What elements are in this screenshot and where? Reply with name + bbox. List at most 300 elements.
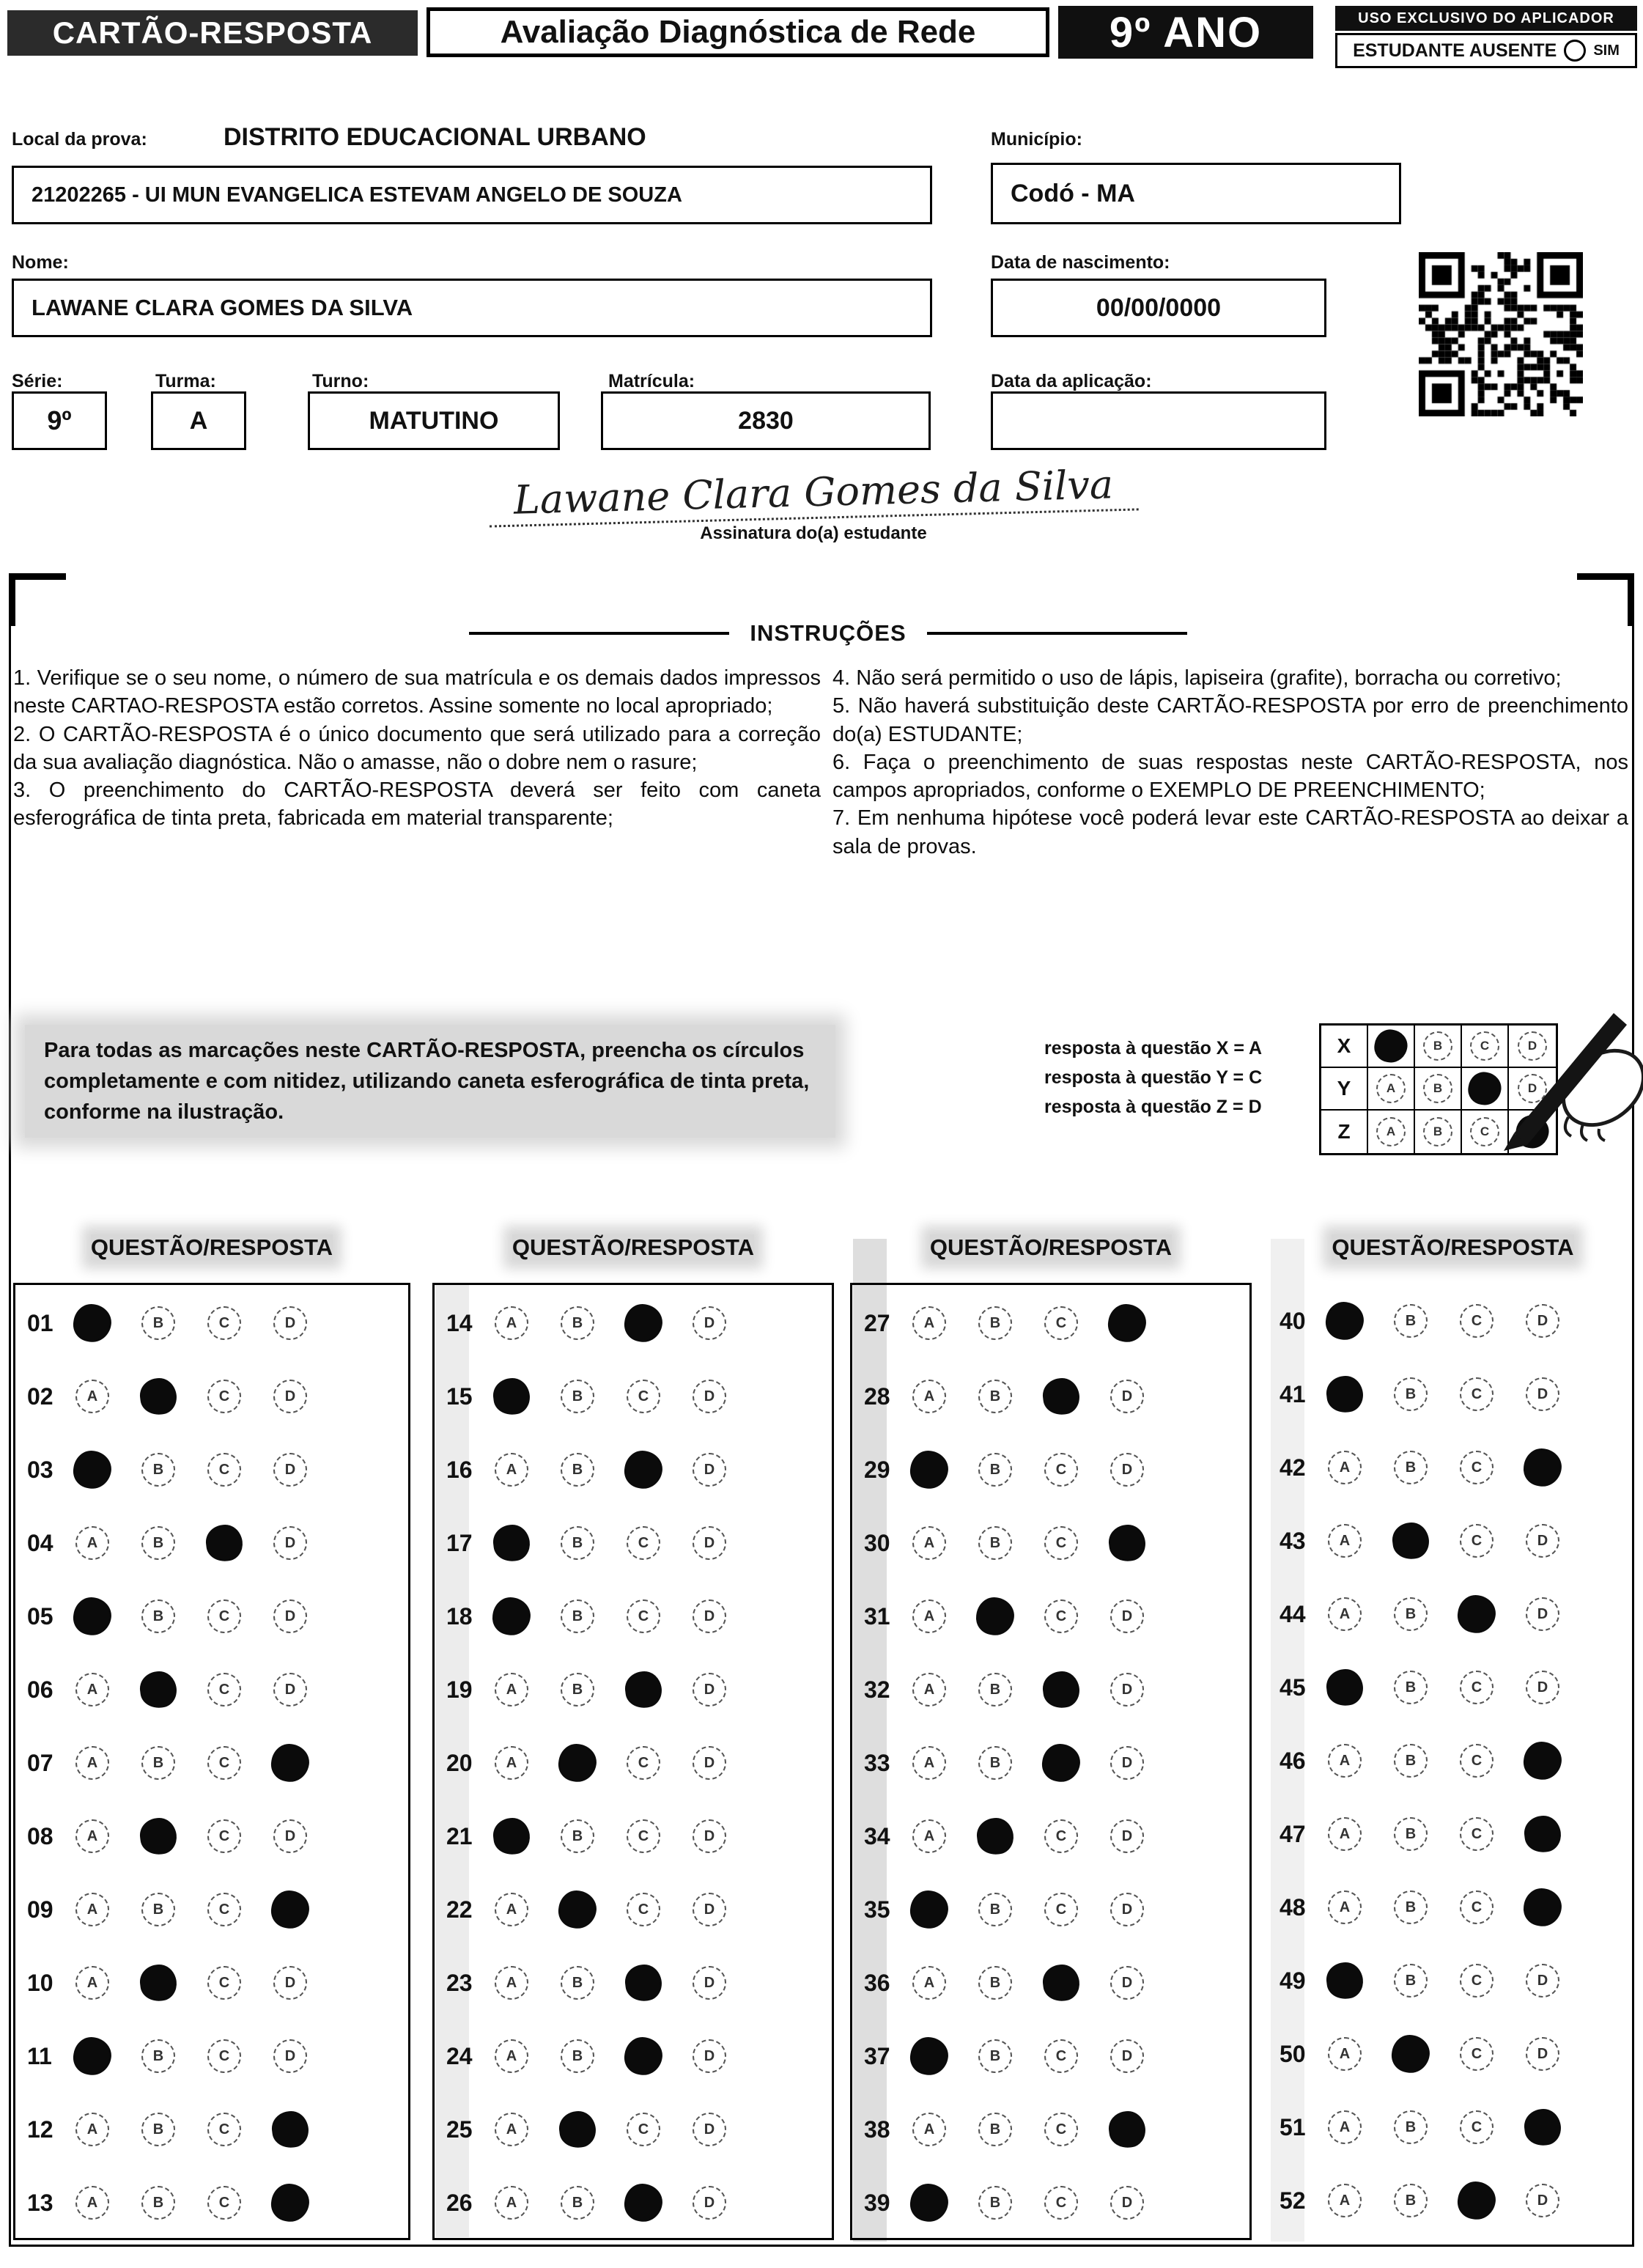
answer-bubble[interactable]: A bbox=[495, 1306, 528, 1340]
matricula-label: Matrícula: bbox=[608, 371, 695, 391]
question-number: 49 bbox=[1280, 1967, 1306, 1994]
question-row bbox=[435, 1946, 832, 2020]
answer-bubble[interactable]: A bbox=[912, 1599, 946, 1633]
answer-bubble-filled[interactable] bbox=[71, 1448, 114, 1491]
answer-bubble[interactable]: A bbox=[75, 1966, 109, 2000]
answer-bubble-filled[interactable] bbox=[1324, 1374, 1365, 1414]
corner-bracket-right bbox=[1577, 573, 1634, 580]
answer-bubble-filled[interactable] bbox=[622, 2035, 665, 2077]
answer-bubble[interactable]: B bbox=[561, 1673, 594, 1706]
answer-bubble[interactable]: B bbox=[141, 2186, 175, 2220]
municipio-label: Município: bbox=[991, 129, 1082, 150]
answer-bubble[interactable]: C bbox=[1044, 1599, 1078, 1633]
answer-bubble[interactable]: A bbox=[1328, 2037, 1362, 2071]
answer-bubble-filled[interactable] bbox=[908, 2182, 950, 2224]
answer-bubble-filled[interactable] bbox=[1040, 1742, 1082, 1784]
answer-bubble[interactable]: D bbox=[1110, 1746, 1144, 1780]
answer-bubble[interactable]: B bbox=[978, 2113, 1012, 2146]
answer-bubble-filled[interactable] bbox=[908, 1448, 950, 1491]
answer-bubble[interactable]: A bbox=[1328, 2184, 1362, 2217]
answer-bubble-filled[interactable] bbox=[1455, 2179, 1498, 2222]
instructions-right bbox=[832, 664, 1628, 861]
answer-bubble-filled[interactable] bbox=[1323, 1300, 1366, 1342]
answer-bubble[interactable]: B bbox=[1394, 1671, 1428, 1704]
answer-bubble[interactable]: A bbox=[75, 1746, 109, 1780]
question-number: 22 bbox=[446, 1896, 473, 1923]
question-number: 46 bbox=[1280, 1747, 1306, 1774]
answer-bubble[interactable]: D bbox=[693, 1526, 726, 1560]
question-number: 37 bbox=[864, 2042, 890, 2069]
answer-bubble-filled[interactable] bbox=[71, 1302, 114, 1344]
answer-bubble[interactable]: C bbox=[207, 1380, 241, 1413]
answer-bubble[interactable]: A bbox=[75, 1819, 109, 1853]
answer-bubble-filled[interactable] bbox=[1041, 1962, 1081, 2003]
answer-bubble-filled[interactable] bbox=[138, 1816, 178, 1856]
answer-bubble[interactable]: A bbox=[495, 1453, 528, 1487]
answer-bubble[interactable]: B bbox=[141, 2039, 175, 2073]
applicator-panel bbox=[1335, 6, 1637, 68]
answer-bubble[interactable]: A bbox=[912, 1819, 946, 1853]
answer-bubble[interactable]: B bbox=[561, 2039, 594, 2073]
example-bubble: A bbox=[1376, 1074, 1406, 1103]
answer-bubble[interactable]: A bbox=[912, 1966, 946, 2000]
question-number: 41 bbox=[1280, 1380, 1306, 1407]
answer-bubble[interactable]: A bbox=[912, 1380, 946, 1413]
answer-bubble[interactable]: D bbox=[693, 1453, 726, 1487]
answer-bubble[interactable]: C bbox=[1044, 1819, 1078, 1853]
school-field bbox=[12, 166, 932, 224]
answer-bubble[interactable]: C bbox=[627, 1746, 660, 1780]
answer-bubble[interactable]: D bbox=[1110, 1453, 1144, 1487]
answer-bubble-filled[interactable] bbox=[269, 1888, 311, 1931]
question-row bbox=[852, 2093, 1249, 2166]
answer-bubble[interactable]: D bbox=[1110, 1819, 1144, 1853]
answer-bubble[interactable]: D bbox=[693, 2113, 726, 2146]
answer-bubble[interactable]: D bbox=[693, 1819, 726, 1853]
answer-bubble[interactable]: C bbox=[207, 1306, 241, 1340]
question-row bbox=[1268, 1651, 1638, 1724]
question-row bbox=[852, 1286, 1249, 1360]
answer-bubble[interactable]: C bbox=[1044, 1526, 1078, 1560]
question-number: 51 bbox=[1280, 2113, 1306, 2140]
answer-bubble[interactable]: D bbox=[1526, 2184, 1559, 2217]
answer-bubble[interactable]: B bbox=[561, 1966, 594, 2000]
answer-bubble[interactable]: A bbox=[495, 1673, 528, 1706]
handwritten-signature: Lawane Clara Gomes da Silva bbox=[488, 460, 1139, 527]
answer-bubble[interactable]: A bbox=[75, 1526, 109, 1560]
question-number: 12 bbox=[27, 2116, 53, 2143]
answer-bubble[interactable]: C bbox=[207, 2113, 241, 2146]
example-bubble: C bbox=[1470, 1117, 1499, 1146]
answer-bubble[interactable]: D bbox=[1110, 1893, 1144, 1926]
answer-bubble[interactable]: A bbox=[495, 1746, 528, 1780]
answer-bubble[interactable]: C bbox=[207, 1819, 241, 1853]
answer-bubble[interactable]: B bbox=[978, 1673, 1012, 1706]
answer-bubble[interactable]: A bbox=[75, 2113, 109, 2146]
question-row bbox=[435, 2166, 832, 2239]
answer-bubble[interactable]: A bbox=[495, 2186, 528, 2220]
municipio-field bbox=[991, 163, 1401, 224]
question-row bbox=[435, 2020, 832, 2093]
answer-bubble-filled[interactable] bbox=[269, 1742, 311, 1784]
answer-bubble[interactable]: B bbox=[141, 1306, 175, 1340]
answer-bubble[interactable]: C bbox=[1460, 1671, 1494, 1704]
answer-bubble-filled[interactable] bbox=[623, 1962, 663, 2003]
answer-bubble[interactable]: D bbox=[273, 1380, 307, 1413]
grade-badge: 9º ANO bbox=[1058, 6, 1313, 59]
instruction-item: 1. Verifique se o seu nome, o número de sua matrícula e os demais dados impressos neste CARTAO-RESPOSTA estão corretos. Assine somente no local apropriado; bbox=[13, 666, 821, 718]
answer-bubble-filled[interactable] bbox=[622, 1302, 665, 1344]
question-row bbox=[15, 1433, 408, 1506]
answer-bubble[interactable]: D bbox=[1110, 2186, 1144, 2220]
answer-bubble[interactable]: B bbox=[561, 1306, 594, 1340]
answer-bubble-filled[interactable] bbox=[908, 1888, 950, 1931]
answer-bubble[interactable]: C bbox=[1044, 1893, 1078, 1926]
question-number: 44 bbox=[1280, 1600, 1306, 1627]
question-row bbox=[1268, 1577, 1638, 1651]
answer-bubble[interactable]: D bbox=[693, 2186, 726, 2220]
question-row bbox=[15, 1580, 408, 1653]
question-number: 15 bbox=[446, 1382, 473, 1410]
example-cell bbox=[1415, 1068, 1462, 1111]
answer-bubble[interactable]: A bbox=[495, 2039, 528, 2073]
answer-bubble[interactable]: A bbox=[495, 1966, 528, 2000]
question-number: 26 bbox=[446, 2189, 473, 2216]
answer-bubble[interactable]: D bbox=[273, 1306, 307, 1340]
signature-block bbox=[410, 461, 1216, 544]
answer-bubble[interactable]: B bbox=[1394, 1597, 1428, 1631]
answer-bubble[interactable]: C bbox=[207, 1893, 241, 1926]
answer-bubble-filled[interactable] bbox=[138, 1376, 178, 1416]
question-row bbox=[1268, 1944, 1638, 2017]
answer-bubble[interactable]: B bbox=[1394, 1817, 1428, 1851]
answer-bubble[interactable]: B bbox=[561, 1380, 594, 1413]
answer-bubble[interactable]: B bbox=[561, 1599, 594, 1633]
question-number: 24 bbox=[446, 2042, 473, 2069]
answer-bubble[interactable]: D bbox=[693, 1893, 726, 1926]
answer-bubble[interactable]: D bbox=[693, 2039, 726, 2073]
answer-bubble[interactable]: B bbox=[978, 1306, 1012, 1340]
answer-bubble[interactable]: A bbox=[495, 2113, 528, 2146]
question-number: 19 bbox=[446, 1676, 473, 1703]
instructions-title: INSTRUÇÕES bbox=[750, 620, 907, 646]
answer-bubble[interactable]: D bbox=[1526, 1524, 1559, 1558]
answer-bubble[interactable]: C bbox=[627, 1893, 660, 1926]
question-number: 48 bbox=[1280, 1893, 1306, 1921]
answer-bubble-filled[interactable] bbox=[1106, 1302, 1148, 1344]
answer-bubble-filled[interactable] bbox=[623, 1669, 663, 1709]
answer-bubble[interactable]: D bbox=[273, 1819, 307, 1853]
answer-bubble-filled[interactable] bbox=[1521, 1739, 1564, 1782]
answer-bubble[interactable]: B bbox=[978, 1893, 1012, 1926]
answer-bubble-filled[interactable] bbox=[1107, 2109, 1147, 2149]
answer-bubble[interactable]: A bbox=[75, 2186, 109, 2220]
instruction-item: 3. O preenchimento do CARTÃO-RESPOSTA deverá ser feito com caneta esferográfica de tinta preta, fabricada em material transparente; bbox=[13, 778, 821, 831]
answer-bubble[interactable]: B bbox=[978, 2186, 1012, 2220]
answer-bubble[interactable]: B bbox=[1394, 1744, 1428, 1778]
answer-bubble-filled[interactable] bbox=[491, 1816, 531, 1856]
answer-bubble[interactable]: C bbox=[1460, 1817, 1494, 1851]
answer-bubble[interactable]: C bbox=[1460, 1744, 1494, 1778]
answer-bubble[interactable]: A bbox=[75, 1380, 109, 1413]
answer-bubble[interactable]: B bbox=[1394, 1451, 1428, 1484]
turma-label: Turma: bbox=[155, 371, 216, 391]
answer-bubble-filled[interactable] bbox=[908, 2035, 950, 2077]
answer-bubble-filled[interactable] bbox=[1041, 1376, 1081, 1416]
answer-bubble[interactable]: C bbox=[207, 1673, 241, 1706]
answer-bubble-filled[interactable] bbox=[490, 1595, 533, 1638]
answer-bubble[interactable]: C bbox=[1044, 1306, 1078, 1340]
answer-bubble[interactable]: C bbox=[1460, 1304, 1494, 1338]
answer-bubble[interactable]: C bbox=[207, 1453, 241, 1487]
nascimento-label: Data de nascimento: bbox=[991, 252, 1170, 273]
nome-label: Nome: bbox=[12, 252, 69, 273]
answer-bubble[interactable]: B bbox=[141, 1599, 175, 1633]
answer-bubble[interactable]: B bbox=[978, 1380, 1012, 1413]
answer-bubble[interactable]: B bbox=[978, 1526, 1012, 1560]
answer-bubble[interactable]: D bbox=[273, 1526, 307, 1560]
question-row bbox=[1268, 1358, 1638, 1431]
answer-bubble[interactable]: C bbox=[1460, 1451, 1494, 1484]
answer-bubble[interactable]: A bbox=[1328, 1890, 1362, 1924]
question-row bbox=[15, 1873, 408, 1946]
frame-line-left bbox=[9, 626, 11, 2246]
instruction-item: 7. Em nenhuma hipótese você poderá levar este CARTÃO-RESPOSTA ao deixar a sala de provas. bbox=[832, 806, 1628, 858]
question-number: 38 bbox=[864, 2116, 890, 2143]
local-value: DISTRITO EDUCACIONAL URBANO bbox=[224, 123, 646, 151]
answer-bubble[interactable]: A bbox=[912, 1673, 946, 1706]
example-caption: resposta à questão X = A bbox=[1044, 1038, 1263, 1058]
answer-bubble[interactable]: C bbox=[1044, 1453, 1078, 1487]
answer-bubble-filled[interactable] bbox=[975, 1816, 1015, 1856]
absent-bubble[interactable] bbox=[1564, 40, 1586, 62]
answer-bubble-filled[interactable] bbox=[1521, 1446, 1564, 1489]
answer-bubble[interactable]: D bbox=[1526, 1671, 1559, 1704]
answer-bubble[interactable]: B bbox=[1394, 1890, 1428, 1924]
example-cell bbox=[1415, 1111, 1462, 1153]
answer-bubble[interactable]: A bbox=[1328, 1597, 1362, 1631]
answer-bubble[interactable]: B bbox=[141, 1453, 175, 1487]
answer-bubble[interactable]: B bbox=[141, 1526, 175, 1560]
answer-bubble[interactable]: D bbox=[1110, 1966, 1144, 2000]
answer-bubble[interactable]: B bbox=[978, 1453, 1012, 1487]
answer-bubble-filled[interactable] bbox=[557, 2109, 597, 2149]
answer-bubble[interactable]: C bbox=[1460, 2110, 1494, 2144]
answer-bubble[interactable]: D bbox=[1526, 1304, 1559, 1338]
answer-bubble[interactable]: B bbox=[141, 1746, 175, 1780]
answer-bubble-filled[interactable] bbox=[269, 2182, 311, 2224]
answer-bubble-filled[interactable] bbox=[1522, 1814, 1562, 1854]
question-row bbox=[435, 1286, 832, 1360]
answer-bubble[interactable]: C bbox=[627, 2113, 660, 2146]
matricula-value: 2830 bbox=[738, 406, 794, 435]
answer-bubble[interactable]: A bbox=[75, 1893, 109, 1926]
answer-bubble-filled[interactable] bbox=[71, 2035, 114, 2077]
question-row bbox=[1268, 2017, 1638, 2091]
answer-bubble-filled[interactable] bbox=[1455, 1593, 1498, 1635]
answer-bubble-filled[interactable] bbox=[270, 2109, 310, 2149]
answer-bubble[interactable]: A bbox=[912, 2113, 946, 2146]
answer-bubble[interactable]: D bbox=[1526, 1377, 1559, 1411]
answer-bubble[interactable]: C bbox=[627, 1526, 660, 1560]
answer-bubble[interactable]: D bbox=[693, 1673, 726, 1706]
answer-bubble[interactable]: A bbox=[1328, 1451, 1362, 1484]
answer-bubble[interactable]: D bbox=[1526, 1597, 1559, 1631]
answer-bubble-filled[interactable] bbox=[1521, 1886, 1564, 1929]
answer-bubble-filled[interactable] bbox=[71, 1595, 114, 1638]
answer-bubble[interactable]: D bbox=[693, 1746, 726, 1780]
answer-bubble[interactable]: D bbox=[1110, 2039, 1144, 2073]
answer-column bbox=[13, 1283, 410, 2240]
answer-bubble[interactable]: D bbox=[693, 1599, 726, 1633]
answer-bubble[interactable]: A bbox=[1328, 1744, 1362, 1778]
answer-bubble-filled[interactable] bbox=[556, 1742, 599, 1784]
answer-bubble[interactable]: A bbox=[1328, 2110, 1362, 2144]
question-row bbox=[15, 2093, 408, 2166]
answer-bubble[interactable]: C bbox=[627, 1380, 660, 1413]
question-row bbox=[852, 1726, 1249, 1800]
answer-bubble[interactable]: B bbox=[561, 1453, 594, 1487]
answer-bubble[interactable]: D bbox=[693, 1380, 726, 1413]
instruction-item: 4. Não será permitido o uso de lápis, lapiseira (grafite), borracha ou corretivo; bbox=[832, 666, 1562, 690]
answer-bubble[interactable]: B bbox=[561, 1819, 594, 1853]
answer-bubble[interactable]: C bbox=[1044, 2039, 1078, 2073]
answer-column bbox=[432, 1283, 834, 2240]
question-row bbox=[1268, 2164, 1638, 2237]
answer-bubble-filled[interactable] bbox=[1389, 2033, 1432, 2075]
name-value: LAWANE CLARA GOMES DA SILVA bbox=[32, 295, 413, 320]
answer-bubble-filled[interactable] bbox=[491, 1523, 531, 1563]
answer-bubble[interactable]: D bbox=[693, 1306, 726, 1340]
question-number: 23 bbox=[446, 1969, 473, 1996]
answer-bubble[interactable]: A bbox=[912, 1746, 946, 1780]
answer-bubble[interactable]: C bbox=[207, 1746, 241, 1780]
example-row-label: Y bbox=[1321, 1068, 1368, 1111]
birthdate-value: 00/00/0000 bbox=[1096, 293, 1222, 322]
answer-bubble[interactable]: A bbox=[1328, 1524, 1362, 1558]
answer-column bbox=[1268, 1283, 1638, 2240]
question-row bbox=[15, 1506, 408, 1580]
answer-bubble-filled[interactable] bbox=[138, 1962, 178, 2003]
answer-bubble[interactable]: B bbox=[978, 2039, 1012, 2073]
answer-bubble[interactable]: D bbox=[1110, 1673, 1144, 1706]
answer-bubble[interactable]: D bbox=[273, 1453, 307, 1487]
example-row-label: Z bbox=[1321, 1111, 1368, 1153]
answer-bubble[interactable]: A bbox=[495, 1893, 528, 1926]
answer-bubble[interactable]: B bbox=[978, 1966, 1012, 2000]
question-number: 11 bbox=[27, 2042, 52, 2069]
signature-label: Assinatura do(a) estudante bbox=[700, 523, 927, 543]
question-row bbox=[852, 1800, 1249, 1873]
answer-bubble[interactable]: C bbox=[1460, 1377, 1494, 1411]
question-number: 28 bbox=[864, 1382, 890, 1410]
answer-bubble[interactable]: B bbox=[1394, 1304, 1428, 1338]
turma-field bbox=[151, 391, 246, 450]
heading-rule-left bbox=[469, 632, 729, 635]
answer-bubble[interactable]: D bbox=[273, 1673, 307, 1706]
question-number: 30 bbox=[864, 1529, 890, 1556]
answer-bubble[interactable]: C bbox=[1044, 2113, 1078, 2146]
answer-bubble[interactable]: C bbox=[627, 1599, 660, 1633]
turno-field bbox=[308, 391, 560, 450]
answer-bubble[interactable]: C bbox=[1460, 1524, 1494, 1558]
answer-bubble[interactable]: B bbox=[1394, 2184, 1428, 2217]
answer-bubble[interactable]: C bbox=[627, 1819, 660, 1853]
answer-bubble[interactable]: B bbox=[561, 1526, 594, 1560]
answer-bubble-filled[interactable] bbox=[1324, 1960, 1365, 2000]
answer-bubble-filled[interactable] bbox=[1324, 1667, 1365, 1707]
answer-column-header: QUESTÃO/RESPOSTA bbox=[90, 1234, 333, 1260]
answer-bubble[interactable]: D bbox=[1526, 2037, 1559, 2071]
birthdate-field bbox=[991, 279, 1326, 337]
answer-bubble-filled[interactable] bbox=[622, 2182, 665, 2224]
answer-bubble[interactable]: D bbox=[273, 1966, 307, 2000]
answer-bubble-filled[interactable] bbox=[204, 1523, 244, 1563]
answer-bubble[interactable]: B bbox=[141, 2113, 175, 2146]
answer-bubble[interactable]: B bbox=[561, 2186, 594, 2220]
example-bubble: B bbox=[1423, 1074, 1452, 1103]
example-bubble: B bbox=[1423, 1117, 1452, 1146]
answer-bubble[interactable]: D bbox=[273, 1599, 307, 1633]
answer-bubble-filled[interactable] bbox=[1522, 2107, 1562, 2147]
question-number: 21 bbox=[446, 1822, 473, 1849]
question-row bbox=[435, 1726, 832, 1800]
answer-bubble-filled[interactable] bbox=[1107, 1523, 1147, 1563]
instructions-left bbox=[13, 664, 821, 833]
answer-bubble-filled[interactable] bbox=[491, 1376, 531, 1416]
answer-bubble[interactable]: D bbox=[693, 1966, 726, 2000]
answer-bubble[interactable]: C bbox=[1460, 2037, 1494, 2071]
answer-bubble[interactable]: B bbox=[1394, 2110, 1428, 2144]
answer-bubble[interactable]: C bbox=[1460, 1964, 1494, 1998]
question-number: 02 bbox=[27, 1382, 53, 1410]
answer-bubble[interactable]: D bbox=[1110, 1380, 1144, 1413]
answer-bubble[interactable]: A bbox=[912, 1306, 946, 1340]
answer-bubble[interactable]: D bbox=[1110, 1599, 1144, 1633]
answer-bubble-filled[interactable] bbox=[1041, 1669, 1081, 1709]
answer-bubble[interactable]: C bbox=[1044, 2186, 1078, 2220]
answer-bubble-filled[interactable] bbox=[974, 1595, 1016, 1638]
answer-bubble[interactable]: D bbox=[1526, 1964, 1559, 1998]
applicator-only-label: USO EXCLUSIVO DO APLICADOR bbox=[1335, 6, 1637, 31]
answer-bubble[interactable]: B bbox=[1394, 1964, 1428, 1998]
answer-bubble-filled[interactable] bbox=[1390, 1520, 1430, 1561]
answer-bubble-filled[interactable] bbox=[622, 1448, 665, 1491]
answer-bubble[interactable]: C bbox=[207, 2039, 241, 2073]
answer-bubble[interactable]: A bbox=[1328, 1817, 1362, 1851]
serie-value: 9º bbox=[47, 405, 72, 435]
question-number: 20 bbox=[446, 1749, 473, 1776]
instruction-item: 6. Faça o preenchimento de suas respostas neste CARTÃO-RESPOSTA, nos campos apropriados, conforme o EXEMPLO DE PREENCHIMENTO; bbox=[832, 750, 1628, 803]
answer-bubble[interactable]: C bbox=[207, 1599, 241, 1633]
answer-bubble[interactable]: C bbox=[207, 1966, 241, 2000]
answer-bubble-filled[interactable] bbox=[138, 1669, 178, 1709]
example-bubble: B bbox=[1423, 1031, 1452, 1061]
answer-bubble[interactable]: A bbox=[75, 1673, 109, 1706]
answer-bubble[interactable]: C bbox=[1460, 1890, 1494, 1924]
answer-bubble[interactable]: B bbox=[1394, 1377, 1428, 1411]
answer-bubble[interactable]: B bbox=[978, 1746, 1012, 1780]
question-number: 10 bbox=[27, 1969, 53, 1996]
answer-bubble-filled[interactable] bbox=[556, 1888, 599, 1931]
answer-bubble[interactable]: C bbox=[207, 2186, 241, 2220]
answer-bubble[interactable]: B bbox=[141, 1893, 175, 1926]
answer-bubble[interactable]: A bbox=[912, 1526, 946, 1560]
answer-bubble[interactable]: D bbox=[273, 2039, 307, 2073]
question-row bbox=[15, 2166, 408, 2239]
question-row bbox=[15, 1360, 408, 1433]
question-number: 35 bbox=[864, 1896, 890, 1923]
